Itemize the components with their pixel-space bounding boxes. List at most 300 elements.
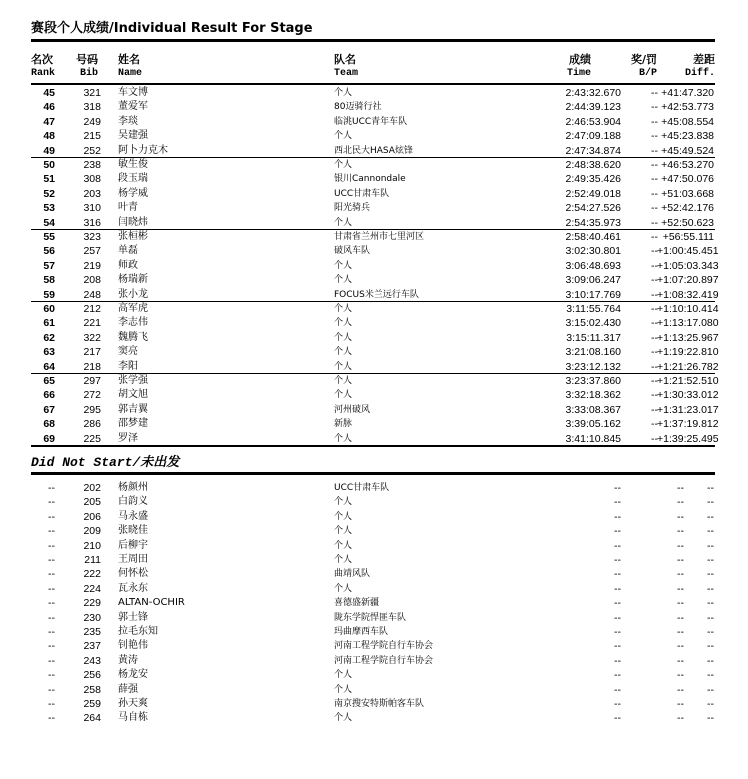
bp-cell: --: [651, 389, 658, 402]
name-cell: 杨龙安: [118, 669, 148, 681]
rank-cell: --: [48, 611, 55, 624]
bp-cell: --: [677, 698, 684, 710]
diff-cell: +1:10:10.414: [657, 303, 719, 315]
team-cell: 个人: [334, 275, 353, 286]
name-cell: 张晓佳: [118, 525, 148, 537]
table-row: [31, 158, 715, 173]
diff-cell: +51:03.668: [661, 187, 714, 200]
team-cell: 个人: [334, 526, 353, 537]
time-cell: 3:32:18.362: [565, 389, 621, 402]
table-row: [31, 172, 715, 187]
table-row: [31, 374, 719, 389]
time-cell: --: [614, 654, 621, 667]
rank-cell: 60: [43, 303, 55, 315]
rank-cell: 49: [43, 144, 55, 157]
bib-cell: 297: [83, 375, 101, 387]
bp-cell: --: [651, 346, 658, 359]
bp-cell: --: [651, 101, 658, 114]
bib-cell: 221: [83, 317, 101, 330]
bib-cell: 308: [83, 173, 101, 186]
rank-cell: 59: [43, 288, 55, 301]
rank-cell: 57: [43, 259, 55, 272]
time-cell: 2:47:34.874: [565, 144, 621, 157]
name-cell: 黄涛: [118, 654, 138, 666]
diff-cell: +1:19:22.810: [657, 346, 719, 359]
time-cell: 3:21:08.160: [565, 346, 621, 359]
bp-cell: --: [651, 403, 658, 416]
rank-cell: 52: [43, 187, 55, 200]
diff-cell: --: [707, 554, 714, 566]
team-cell: 个人: [334, 555, 353, 565]
diff-cell: +1:30:33.012: [657, 389, 719, 402]
diff-cell: --: [707, 669, 714, 682]
bib-cell: 211: [84, 554, 101, 566]
time-cell: --: [614, 582, 621, 595]
rank-cell: 65: [43, 375, 55, 387]
time-cell: 2:49:35.426: [565, 173, 621, 186]
time-cell: 2:54:27.526: [565, 202, 621, 215]
bib-cell: 215: [83, 130, 101, 143]
dns-row: [31, 596, 715, 611]
diff-cell: --: [707, 611, 714, 624]
name-cell: 师政: [118, 259, 138, 271]
team-cell: 西北民大HASA炫锋: [334, 145, 413, 156]
team-cell: 临洮UCC青年车队: [334, 116, 408, 127]
diff-cell: --: [707, 539, 714, 552]
bib-cell: 310: [83, 202, 101, 215]
rank-cell: --: [48, 482, 55, 494]
time-cell: 3:33:08.367: [565, 403, 621, 416]
bib-cell: 321: [83, 87, 101, 99]
bp-cell: --: [651, 159, 658, 171]
diff-cell: --: [707, 626, 714, 638]
rank-cell: --: [48, 510, 55, 523]
bib-cell: 248: [83, 288, 101, 301]
name-cell: 杨学威: [118, 187, 148, 199]
bp-cell: --: [677, 525, 684, 538]
team-cell: 个人: [334, 670, 353, 681]
diff-cell: +45:49.524: [661, 144, 714, 157]
time-cell: 2:46:53.904: [565, 115, 621, 128]
diff-cell: --: [707, 698, 714, 710]
bp-cell: --: [677, 669, 684, 682]
diff-cell: +46:53.270: [661, 159, 714, 171]
dns-row: [31, 553, 715, 568]
bp-cell: --: [651, 331, 658, 344]
bib-cell: 224: [83, 582, 101, 595]
rank-cell: 64: [43, 360, 55, 373]
time-cell: 2:52:49.018: [565, 187, 621, 200]
table-row: [31, 432, 719, 447]
team-cell: 破风车队: [334, 246, 371, 257]
table-row: [31, 360, 719, 375]
time-cell: --: [614, 640, 621, 653]
header-bp-en: B/P: [638, 68, 657, 79]
rank-cell: 62: [43, 331, 55, 344]
table-row: [31, 230, 715, 245]
time-cell: 2:48:38.620: [565, 159, 621, 171]
rank-cell: 47: [43, 115, 55, 128]
bib-cell: 210: [83, 539, 101, 552]
bib-cell: 252: [83, 144, 101, 157]
dns-row: [31, 510, 715, 525]
bp-cell: --: [677, 640, 684, 653]
name-cell: 董爱军: [118, 101, 148, 113]
time-cell: --: [614, 669, 621, 682]
diff-cell: --: [707, 712, 714, 725]
dns-row: [31, 625, 715, 640]
diff-cell: +45:23.838: [661, 130, 714, 143]
name-cell: 罗泽: [118, 432, 138, 444]
table-row: [31, 302, 719, 317]
rank-cell: --: [48, 640, 55, 653]
bp-cell: --: [651, 288, 658, 301]
rank-cell: 46: [43, 101, 55, 114]
diff-cell: --: [707, 683, 714, 696]
table-row: [31, 388, 719, 403]
bib-cell: 259: [83, 698, 101, 710]
name-cell: 杨瑞新: [118, 274, 148, 286]
bib-cell: 256: [83, 669, 101, 682]
dns-row: [31, 654, 715, 669]
name-cell: 马永盛: [118, 510, 148, 522]
team-cell: 个人: [334, 390, 353, 401]
diff-cell: +1:13:25.967: [657, 331, 719, 344]
diff-cell: +41:47.320: [661, 87, 714, 99]
rank-cell: --: [48, 712, 55, 725]
bib-cell: 217: [83, 346, 101, 359]
table-row: [31, 345, 719, 360]
table-row: [31, 144, 715, 159]
time-cell: --: [614, 525, 621, 538]
diff-cell: +1:08:32.419: [657, 288, 719, 301]
bp-cell: --: [677, 496, 684, 509]
table-row: [31, 417, 719, 432]
diff-cell: --: [707, 482, 714, 494]
header-diff-cn: 差距: [693, 53, 715, 66]
name-cell: 段玉瑞: [118, 173, 148, 185]
time-cell: 3:39:05.162: [565, 418, 621, 431]
header-bp-cn: 奖/罚: [630, 53, 657, 66]
rank-cell: --: [48, 525, 55, 538]
rank-cell: 51: [43, 173, 55, 186]
diff-cell: --: [707, 568, 714, 581]
name-cell: 车文博: [118, 87, 148, 98]
name-cell: ALTAN-OCHIR: [118, 597, 185, 609]
bp-cell: --: [677, 683, 684, 696]
bp-cell: --: [651, 303, 658, 315]
bp-cell: --: [651, 259, 658, 272]
name-cell: 窦亮: [118, 346, 138, 358]
header-time-cn: 成绩: [569, 53, 591, 66]
team-cell: 个人: [334, 347, 353, 358]
rank-cell: --: [48, 669, 55, 682]
diff-cell: +47:50.076: [661, 173, 714, 186]
bib-cell: 249: [83, 115, 101, 128]
header-name-en: Name: [118, 68, 143, 79]
time-cell: 3:10:17.769: [565, 288, 621, 301]
rank-cell: 53: [43, 202, 55, 215]
rank-cell: --: [48, 568, 55, 581]
table-row: [31, 331, 719, 346]
team-cell: 个人: [334, 583, 353, 594]
team-cell: 个人: [334, 217, 353, 228]
bp-cell: --: [651, 115, 658, 128]
header-bp: [625, 53, 657, 81]
rank-cell: --: [48, 597, 55, 610]
team-cell: 个人: [334, 433, 353, 444]
bib-cell: 230: [83, 611, 101, 624]
header-rule: [31, 83, 715, 85]
diff-cell: +1:37:19.812: [657, 418, 719, 431]
team-cell: 阳光骑兵: [334, 203, 371, 214]
bp-cell: --: [651, 432, 658, 445]
header-diff: [675, 53, 715, 81]
header-team: [334, 53, 358, 81]
header-bib-en: Bib: [80, 68, 99, 79]
bp-cell: --: [677, 654, 684, 667]
name-cell: 闫晓炜: [118, 216, 148, 228]
rank-cell: --: [48, 626, 55, 638]
header-rank-cn: 名次: [31, 53, 53, 66]
table-row: [31, 273, 719, 288]
diff-cell: +1:21:26.782: [657, 360, 719, 373]
dns-row: [31, 539, 715, 554]
bib-cell: 295: [83, 403, 101, 416]
time-cell: 3:15:02.430: [565, 317, 621, 330]
bib-cell: 219: [83, 259, 101, 272]
time-cell: --: [614, 554, 621, 566]
dns-row: [31, 683, 715, 698]
rank-cell: --: [48, 654, 55, 667]
team-cell: 曲靖风队: [334, 569, 371, 580]
rank-cell: 45: [43, 87, 55, 99]
bp-cell: --: [677, 582, 684, 595]
diff-cell: +56:55.111: [662, 231, 714, 243]
header-team-cn: 队名: [334, 53, 356, 66]
team-cell: 个人: [334, 511, 353, 522]
time-cell: 3:41:10.845: [565, 432, 621, 445]
header-rank: [31, 53, 55, 81]
team-cell: 个人: [334, 318, 353, 329]
bib-cell: 205: [83, 496, 101, 509]
name-cell: 白韵义: [118, 496, 148, 508]
bib-cell: 209: [83, 525, 101, 538]
bib-cell: 237: [83, 640, 101, 653]
team-cell: 个人: [334, 713, 353, 724]
diff-cell: --: [707, 597, 714, 610]
team-cell: UCC甘肃车队: [334, 483, 390, 493]
table-row: [31, 187, 715, 202]
rank-cell: --: [48, 554, 55, 566]
bib-cell: 323: [83, 231, 101, 243]
rank-cell: --: [48, 496, 55, 509]
name-cell: 瓦永东: [118, 582, 148, 594]
bp-cell: --: [651, 231, 658, 243]
rank-cell: --: [48, 683, 55, 696]
bib-cell: 222: [83, 568, 101, 581]
diff-cell: +1:00:45.451: [657, 245, 719, 258]
bib-cell: 264: [83, 712, 101, 725]
time-cell: --: [614, 510, 621, 523]
bp-cell: --: [651, 245, 658, 258]
rank-cell: 69: [43, 432, 55, 445]
bib-cell: 208: [83, 274, 101, 287]
bp-cell: --: [651, 360, 658, 373]
table-row: [31, 86, 715, 101]
name-cell: 魏腾飞: [118, 331, 148, 343]
team-cell: 个人: [334, 304, 353, 314]
header-bib: [76, 53, 98, 81]
bib-cell: 322: [83, 331, 101, 344]
team-cell: 个人: [334, 684, 353, 695]
bib-cell: 238: [83, 159, 101, 171]
team-cell: 个人: [334, 361, 353, 372]
team-cell: 个人: [334, 540, 353, 551]
team-cell: 河南工程学院自行车协会: [334, 655, 434, 666]
table-row: [31, 244, 719, 259]
name-cell: 薛强: [118, 683, 138, 695]
bp-cell: --: [651, 144, 658, 157]
team-cell: 个人: [334, 131, 353, 142]
time-cell: 2:47:09.188: [565, 130, 621, 143]
table-row: [31, 216, 715, 231]
dns-row: [31, 582, 715, 597]
time-cell: 3:23:37.860: [565, 375, 621, 387]
rank-cell: 54: [43, 216, 55, 229]
bib-cell: 235: [83, 626, 101, 638]
diff-cell: +1:31:23.017: [657, 403, 719, 416]
name-cell: 杨颜州: [118, 482, 148, 493]
dns-row: [31, 611, 715, 626]
bib-cell: 212: [83, 303, 101, 315]
header-name-cn: 姓名: [118, 53, 140, 66]
table-row: [31, 316, 719, 331]
name-cell: 后柳宇: [118, 539, 148, 551]
bp-cell: --: [651, 317, 658, 330]
header-name: [118, 53, 142, 81]
diff-cell: +42:53.773: [661, 101, 714, 114]
team-cell: 个人: [334, 160, 353, 170]
diff-cell: +1:05:03.343: [657, 259, 719, 272]
bp-cell: --: [651, 202, 658, 215]
team-cell: 玛曲摩西车队: [334, 627, 389, 637]
bp-cell: --: [677, 539, 684, 552]
table-row: [31, 129, 715, 144]
table-row: [31, 403, 719, 418]
time-cell: 2:58:40.461: [565, 231, 621, 243]
header-team-en: Team: [334, 68, 359, 79]
name-cell: 阿卜力克木: [118, 144, 168, 156]
dns-row: [31, 697, 715, 712]
dns-row: [31, 711, 715, 726]
diff-cell: +52:42.176: [661, 202, 714, 215]
bp-cell: --: [651, 187, 658, 200]
rank-cell: 66: [43, 389, 55, 402]
rank-cell: 50: [43, 159, 55, 171]
name-cell: 张小龙: [118, 288, 148, 300]
bib-cell: 202: [83, 482, 101, 494]
team-cell: 甘肃省兰州市七里河区: [334, 232, 425, 242]
time-cell: 3:11:55.764: [566, 303, 621, 315]
team-cell: 新脉: [334, 419, 353, 430]
team-cell: 个人: [334, 376, 353, 386]
results-end-rule: [31, 445, 715, 447]
time-cell: --: [614, 496, 621, 509]
team-cell: 个人: [334, 260, 353, 271]
name-cell: 孙天爽: [118, 698, 148, 709]
header-diff-en: Diff.: [684, 68, 715, 79]
team-cell: 80迈骑行社: [334, 102, 382, 113]
bp-cell: --: [651, 418, 658, 431]
diff-cell: --: [707, 640, 714, 653]
team-cell: 陇东学院悍匪车队: [334, 612, 407, 623]
diff-cell: +45:08.554: [661, 115, 714, 128]
bib-cell: 206: [83, 510, 101, 523]
bp-cell: --: [677, 712, 684, 725]
team-cell: 河南工程学院自行车协会: [334, 641, 434, 652]
rank-cell: 68: [43, 418, 55, 431]
time-cell: 3:09:06.247: [565, 274, 621, 287]
bp-cell: --: [677, 568, 684, 581]
table-row: [31, 115, 715, 130]
rank-cell: 63: [43, 346, 55, 359]
name-cell: 拉毛东知: [118, 626, 158, 637]
time-cell: 3:23:12.132: [565, 360, 621, 373]
dns-row: [31, 668, 715, 683]
name-cell: 何怀松: [118, 568, 148, 580]
name-cell: 叶青: [118, 202, 138, 214]
time-cell: 3:02:30.801: [565, 245, 621, 258]
team-cell: 个人: [334, 497, 353, 508]
name-cell: 郭士锋: [118, 611, 148, 623]
name-cell: 单磊: [118, 245, 138, 257]
bib-cell: 272: [83, 389, 101, 402]
rank-cell: --: [48, 582, 55, 595]
team-cell: UCC甘肃车队: [334, 188, 390, 199]
table-row: [31, 259, 719, 274]
diff-cell: +1:07:20.897: [657, 274, 719, 287]
time-cell: --: [614, 626, 621, 638]
name-cell: 王周田: [118, 554, 148, 565]
time-cell: 2:44:39.123: [565, 101, 621, 114]
name-cell: 张学强: [118, 375, 148, 386]
diff-cell: --: [707, 654, 714, 667]
dns-row: [31, 639, 715, 654]
rank-cell: 61: [43, 317, 55, 330]
name-cell: 吴建强: [118, 130, 148, 142]
diff-cell: --: [707, 582, 714, 595]
team-cell: 南京搜安特斯帕客车队: [334, 699, 425, 709]
time-cell: 3:15:11.317: [566, 331, 621, 344]
time-cell: 3:06:48.693: [565, 259, 621, 272]
dns-rule: [31, 472, 715, 475]
team-cell: 个人: [334, 88, 353, 98]
dns-row: [31, 524, 715, 539]
bp-cell: --: [677, 611, 684, 624]
bp-cell: --: [651, 130, 658, 143]
bp-cell: --: [651, 87, 658, 99]
bp-cell: --: [677, 554, 684, 566]
bib-cell: 218: [83, 360, 101, 373]
bp-cell: --: [651, 216, 658, 229]
diff-cell: +1:13:17.080: [657, 317, 719, 330]
header-time-en: Time: [566, 68, 591, 79]
bib-cell: 257: [83, 245, 101, 258]
time-cell: --: [614, 597, 621, 610]
bp-cell: --: [651, 274, 658, 287]
time-cell: --: [614, 683, 621, 696]
